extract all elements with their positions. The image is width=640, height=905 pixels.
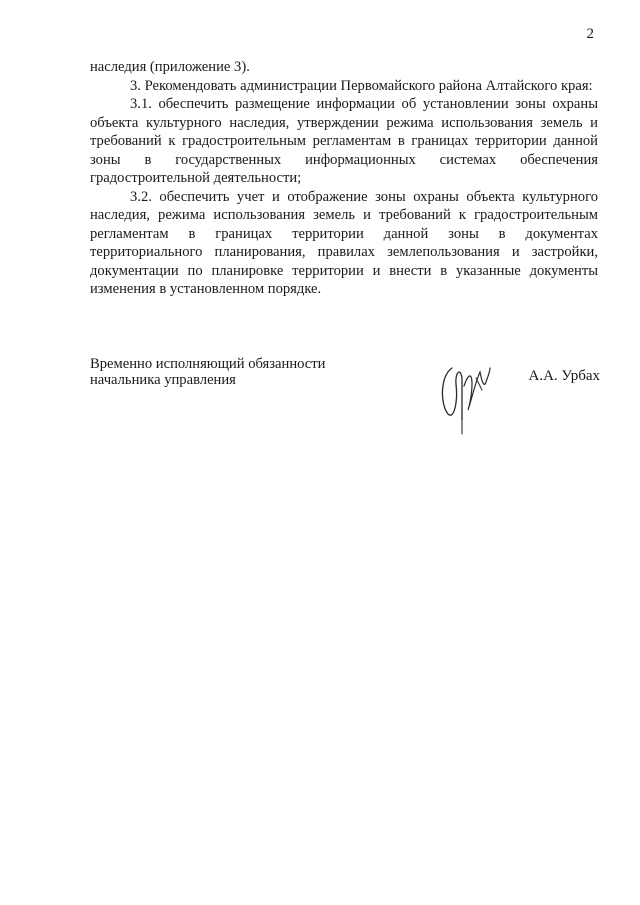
paragraph-continuation: наследия (приложение 3). xyxy=(90,59,250,75)
signatory-position-line-1: Временно исполняющий обязанности xyxy=(90,356,326,372)
page-number: 2 xyxy=(586,26,594,42)
paragraph-item-3-1: 3.1. обеспечить размещение информации об установлении зоны охраны объекта культурного наследия, утверждении режима использования земель и требований к градостроительным регламентам в границах территории данной зоны в государственных информационных системах обеспечения градостроительной деятельности; xyxy=(90,96,598,186)
signature-block xyxy=(90,356,600,446)
paragraph-item-3: 3. Рекомендовать администрации Первомайского района Алтайского края: xyxy=(130,77,593,94)
paragraph-item-3-2: 3.2. обеспечить учет и отображение зоны охраны объекта культурного наследия, режима использования земель и требований к градостроительным регламентам в границах территории данной зоны в документах территориального планирования, правилах землепользования и застройки, документации по планировке территории и внести в указанные документы изменения в установленном порядке. xyxy=(90,188,598,297)
signatory-position xyxy=(90,356,325,388)
handwritten-signature xyxy=(432,358,502,438)
document-body xyxy=(90,58,598,299)
signatory-name: А.А. Урбах xyxy=(528,368,600,384)
signatory-position-line-2: начальника управления xyxy=(90,372,236,388)
